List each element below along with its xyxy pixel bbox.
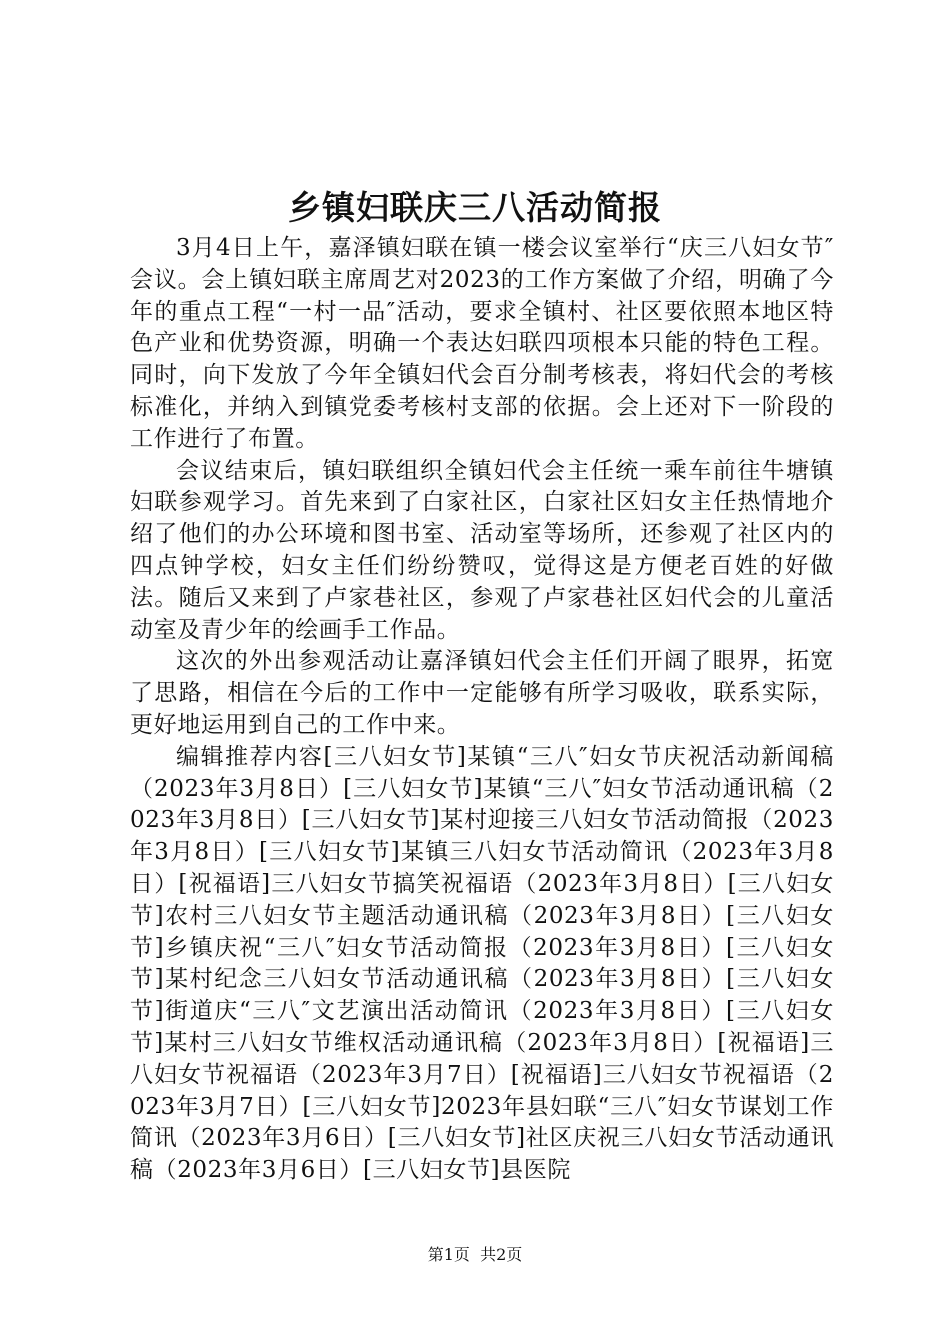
document-body [130, 233, 834, 1187]
page-footer [0, 1244, 950, 1266]
paragraph-conclusion: 这次的外出参观活动让嘉泽镇妇代会主任们开阔了眼界，拓宽了思路，相信在今后的工作中一定能够有所学习吸收，联系实际，更好地运用到自己的工作中来。 [130, 648, 834, 738]
document-title: 乡镇妇联庆三八活动简报 [288, 188, 662, 227]
paragraph-meeting: 3月4日上午，嘉泽镇妇联在镇一楼会议室举行“庆三八妇女节″会议。会上镇妇联主席周艺对2023的工作方案做了介绍，明确了今年的重点工程“一村一品″活动，要求全镇村、社区要依照本地区特色产业和优势资源，明确一个表达妇联四项根本只能的特色工程。同时，向下发放了今年全镇妇代会百分制考核表，将妇代会的考核标准化，并纳入到镇党委考核村支部的依据。会上还对下一阶段的工作进行了布置。 [130, 235, 834, 452]
page-number: 第1页 [427, 1245, 470, 1264]
paragraph-recommended: 编辑推荐内容[三八妇女节]某镇“三八″妇女节庆祝活动新闻稿（2023年3月8日）[三八妇女节]某镇“三八″妇女节活动通讯稿（2023年3月8日）[三八妇女节]某村迎接三八妇女节活动简报（2023年3月8日）[三八妇女节]某镇三八妇女节活动简讯（2023年3月8日）[祝福语]三八妇女节搞笑祝福语（2023年3月8日）[三八妇女节]农村三八妇女节主题活动通讯稿（2023年3月8日）[三八妇女节]乡镇庆祝“三八″妇女节活动简报（2023年3月8日）[三八妇女节]某村纪念三八妇女节活动通讯稿（2023年3月8日）[三八妇女节]街道庆“三八″文艺演出活动简讯（2023年3月8日）[三八妇女节]某村三八妇女节维权活动通讯稿（2023年3月8日）[祝福语]三八妇女节祝福语（2023年3月7日）[祝福语]三八妇女节祝福语（2023年3月7日）[三八妇女节]2023年县妇联“三八″妇女节谋划工作简讯（2023年3月6日）[三八妇女节]社区庆祝三八妇女节活动通讯稿（2023年3月6日）[三八妇女节]县医院 [130, 743, 834, 1184]
page-total: 共2页 [480, 1245, 523, 1264]
paragraph-visit: 会议结束后，镇妇联组织全镇妇代会主任统一乘车前往牛塘镇妇联参观学习。首先来到了白家社区，白家社区妇女主任热情地介绍了他们的办公环境和图书室、活动室等场所，还参观了社区内的四点钟学校，妇女主任们纷纷赞叹，觉得这是方便老百姓的好做法。随后又来到了卢家巷社区，参观了卢家巷社区妇代会的儿童活动室及青少年的绘画手工作品。 [130, 457, 834, 643]
